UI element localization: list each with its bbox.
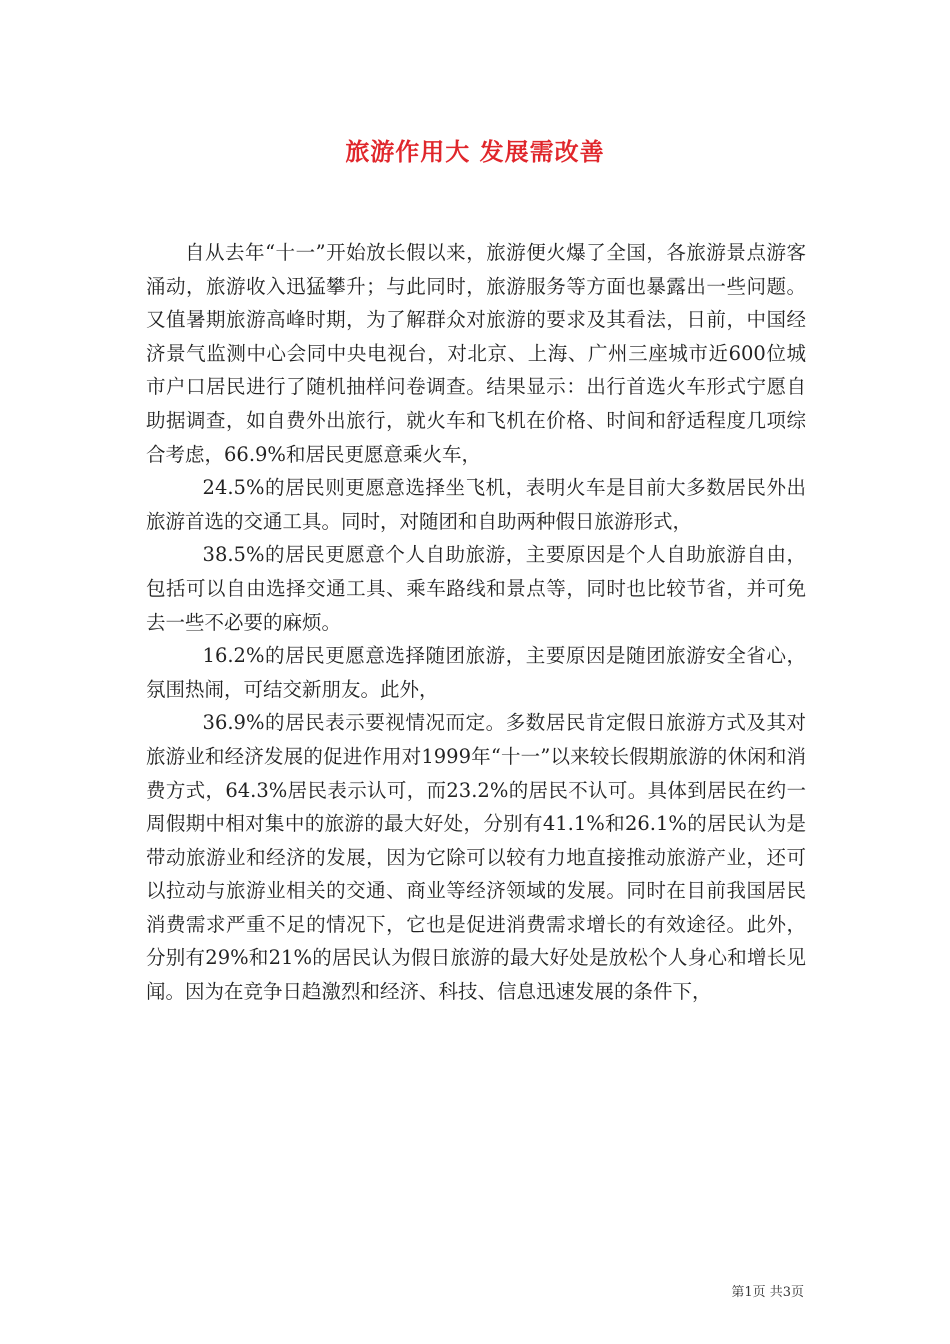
paragraph: 16.2%的居民更愿意选择随团旅游，主要原因是随团旅游安全省心，氛围热闹，可结交新朋友。此外，	[146, 644, 806, 701]
paragraph: 38.5%的居民更愿意个人自助旅游，主要原因是个人自助旅游自由，包括可以自由选择交通工具、乘车路线和景点等，同时也比较节省，并可免去一些不必要的麻烦。	[146, 543, 806, 634]
document-body	[146, 236, 806, 1009]
paragraph: 自从去年“十一”开始放长假以来，旅游便火爆了全国，各旅游景点游客涌动，旅游收入迅猛攀升；与此同时，旅游服务等方面也暴露出一些问题。又值暑期旅游高峰时期，为了解群众对旅游的要求及其看法，日前，中国经济景气监测中心会同中央电视台，对北京、上海、广州三座城市近600位城市户口居民进行了随机抽样问卷调查。结果显示：出行首选火车形式宁愿自助据调查，如自费外出旅行，就火车和飞机在价格、时间和舒适程度几项综合考虑，66.9%和居民更愿意乘火车，	[146, 241, 806, 466]
paragraph: 24.5%的居民则更愿意选择坐飞机，表明火车是目前大多数居民外出旅游首选的交通工具。同时，对随团和自助两种假日旅游形式，	[146, 476, 806, 533]
document-title: 旅游作用大 发展需改善	[345, 137, 605, 166]
paragraph: 36.9%的居民表示要视情况而定。多数居民肯定假日旅游方式及其对旅游业和经济发展的促进作用对1999年“十一”以来较长假期旅游的休闲和消费方式，64.3%居民表示认可，而23.2%的居民不认可。具体到居民在约一周假期中相对集中的旅游的最大好处，分别有41.1%和26.1%的居民认为是带动旅游业和经济的发展，因为它除可以较有力地直接推动旅游产业，还可以拉动与旅游业相关的交通、商业等经济领域的发展。同时在目前我国居民消费需求严重不足的情况下，它也是促进消费需求增长的有效途径。此外，分别有29%和21%的居民认为假日旅游的最大好处是放松个人身心和增长见闻。因为在竞争日趋激烈和经济、科技、信息迅速发展的条件下，	[146, 711, 806, 1004]
page-number: 第1页 共3页	[731, 1285, 804, 1300]
